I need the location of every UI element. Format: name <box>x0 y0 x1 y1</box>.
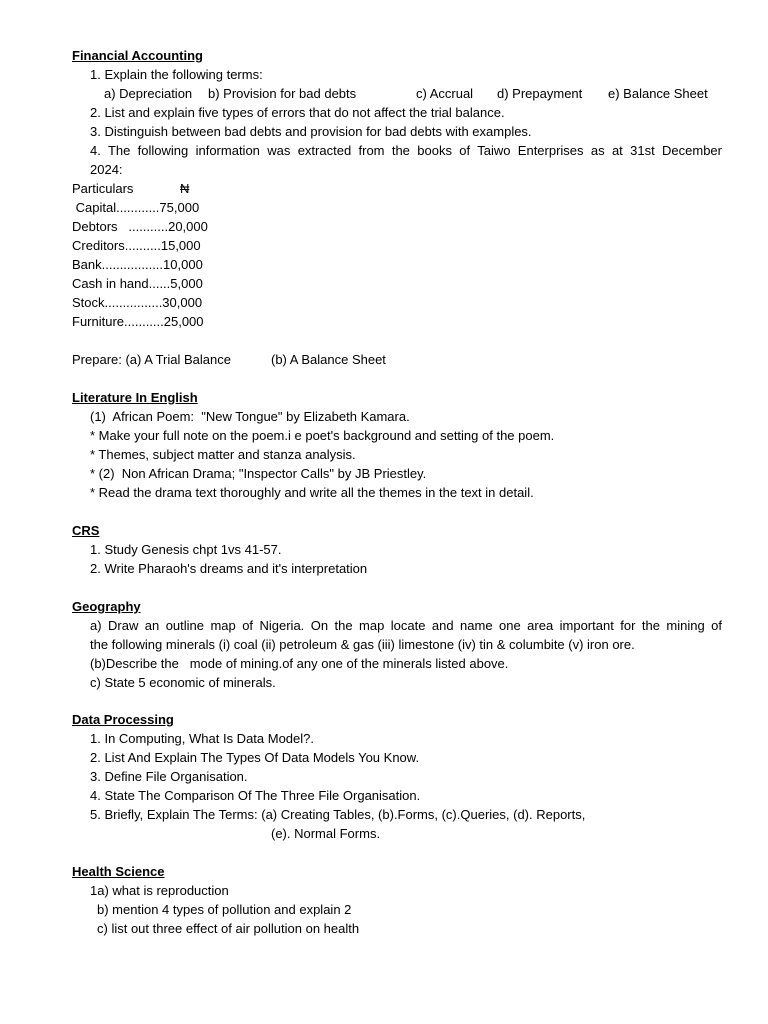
fa-question-4-cont: 2024: <box>90 162 123 177</box>
fa-term-d: d) Prepayment <box>497 86 583 101</box>
health-question-1c: c) list out three effect of air pollution on health <box>97 921 360 936</box>
geography-question-a: a) Draw an outline map of Nigeria. On the map locate and name one area important for the mining of <box>90 618 722 633</box>
prepare-balance-sheet: (b) A Balance Sheet <box>271 352 386 367</box>
geography-question-a-cont: the following minerals (i) coal (ii) petroleum & gas (iii) limestone (iv) tin & columbite (v) iron ore. <box>90 637 635 652</box>
dp-question: 1. In Computing, What Is Data Model?. <box>90 731 314 746</box>
data-processing-heading: Data Processing <box>72 712 174 727</box>
crs-line: 1. Study Genesis chpt 1vs 41-57. <box>90 542 282 557</box>
fa-term-c: c) Accrual <box>416 86 474 101</box>
currency-symbol: ₦ <box>180 181 190 196</box>
geography-heading: Geography <box>72 599 141 614</box>
dp-question: 5. Briefly, Explain The Terms: (a) Creating Tables, (b).Forms, (c).Queries, (d). Reports, <box>90 807 586 822</box>
literature-line: (1) African Poem: "New Tongue" by Elizabeth Kamara. <box>90 409 410 424</box>
literature-line: * Themes, subject matter and stanza analysis. <box>90 447 356 462</box>
ledger-item-capital: Capital............75,000 <box>72 200 200 215</box>
dp-question: 4. State The Comparison Of The Three File Organisation. <box>90 788 421 803</box>
fa-term-a: a) Depreciation <box>104 86 193 101</box>
ledger-item-bank: Bank.................10,000 <box>72 257 203 272</box>
dp-question: 2. List And Explain The Types Of Data Models You Know. <box>90 750 420 765</box>
crs-heading: CRS <box>72 523 100 538</box>
dp-question: 3. Define File Organisation. <box>90 769 248 784</box>
ledger-item-creditors: Creditors..........15,000 <box>72 238 201 253</box>
financial-accounting-heading: Financial Accounting <box>72 48 203 63</box>
health-question-1b: b) mention 4 types of pollution and explain 2 <box>97 902 352 917</box>
fa-question-1: 1. Explain the following terms: <box>90 67 263 82</box>
ledger-item-debtors: Debtors ...........20,000 <box>72 219 208 234</box>
particulars-label: Particulars <box>72 181 134 196</box>
dp-question-5-cont: (e). Normal Forms. <box>271 826 381 841</box>
literature-line: * Make your full note on the poem.i e poet's background and setting of the poem. <box>90 428 555 443</box>
literature-line: * Read the drama text thoroughly and write all the themes in the text in detail. <box>90 485 534 500</box>
crs-line: 2. Write Pharaoh's dreams and it's interpretation <box>90 561 368 576</box>
literature-heading: Literature In English <box>72 390 198 405</box>
fa-question-4: 4. The following information was extracted from the books of Taiwo Enterprises as at 31st December <box>90 143 722 158</box>
fa-term-b: b) Provision for bad debts <box>208 86 357 101</box>
fa-term-e: e) Balance Sheet <box>608 86 708 101</box>
prepare-trial-balance: Prepare: (a) A Trial Balance <box>72 352 231 367</box>
ledger-item-stock: Stock................30,000 <box>72 295 203 310</box>
literature-line: * (2) Non African Drama; "Inspector Calls" by JB Priestley. <box>90 466 427 481</box>
geography-question-c: c) State 5 economic of minerals. <box>90 675 276 690</box>
health-science-heading: Health Science <box>72 864 165 879</box>
health-question-1a: 1a) what is reproduction <box>90 883 229 898</box>
geography-question-b: (b)Describe the mode of mining.of any one of the minerals listed above. <box>90 656 509 671</box>
fa-question-3: 3. Distinguish between bad debts and provision for bad debts with examples. <box>90 124 532 139</box>
ledger-item-furniture: Furniture...........25,000 <box>72 314 204 329</box>
fa-question-2: 2. List and explain five types of errors that do not affect the trial balance. <box>90 105 505 120</box>
ledger-item-cash: Cash in hand......5,000 <box>72 276 203 291</box>
